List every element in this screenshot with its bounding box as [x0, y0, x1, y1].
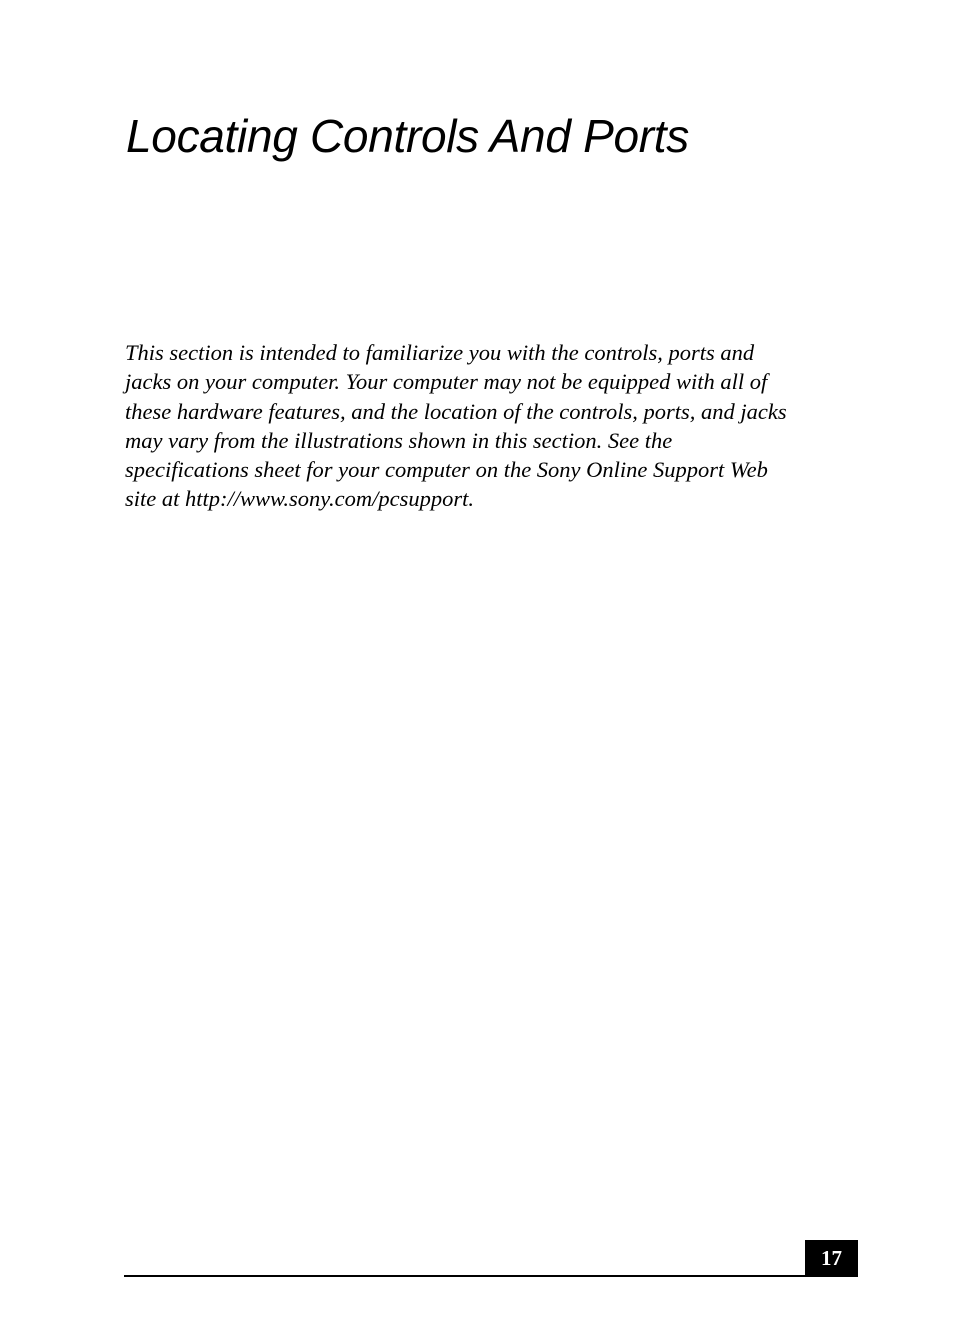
intro-line: specifications sheet for your computer on the Sony Online Support Web — [125, 457, 768, 483]
page-title: Locating Controls And Ports — [126, 110, 689, 162]
footer-rule — [124, 1275, 858, 1277]
intro-line: these hardware features, and the location of the controls, ports, and jacks — [125, 398, 787, 424]
page-number: 17 — [805, 1240, 858, 1277]
intro-line: jacks on your computer. Your computer may not be equipped with all of — [125, 369, 768, 395]
intro-paragraph — [125, 338, 865, 514]
intro-line: This section is intended to familiarize you with the controls, ports and — [125, 340, 755, 365]
intro-line: may vary from the illustrations shown in this section. See the — [125, 427, 673, 453]
intro-line: site at http://www.sony.com/pcsupport. — [125, 486, 474, 512]
